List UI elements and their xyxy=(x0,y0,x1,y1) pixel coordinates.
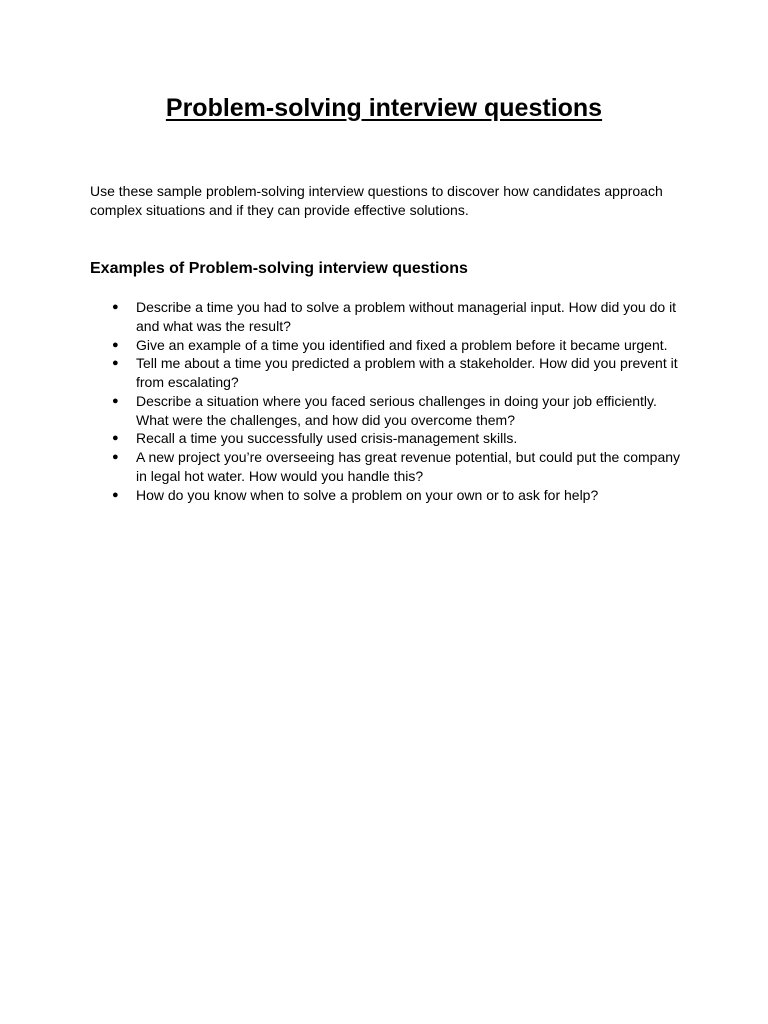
question-text: A new project you’re overseeing has great revenue potential, but could put the company in legal hot water. How would you handle this? xyxy=(136,449,681,484)
question-list xyxy=(90,298,680,504)
list-item xyxy=(90,336,680,355)
list-item xyxy=(90,298,680,336)
bullet-icon: ● xyxy=(112,488,119,501)
question-text: Give an example of a time you identified and fixed a problem before it became urgent. xyxy=(136,336,668,353)
page-title: Problem-solving interview questions xyxy=(165,94,603,122)
bullet-icon: ● xyxy=(112,301,119,313)
list-item xyxy=(90,448,680,486)
bullet-icon: ● xyxy=(112,357,119,370)
list-item xyxy=(90,486,680,505)
bullet-icon: ● xyxy=(112,338,119,351)
section-heading: Examples of Problem-solving interview questions xyxy=(90,260,468,277)
list-item xyxy=(90,392,680,430)
question-text: Describe a time you had to solve a problem without managerial input. How did you do it and what was the result? xyxy=(136,299,677,334)
question-text: Recall a time you successfully used crisis-management skills. xyxy=(136,430,518,447)
list-item xyxy=(90,354,680,392)
list-item xyxy=(90,429,680,448)
question-text: How do you know when to solve a problem on your own or to ask for help? xyxy=(136,486,599,503)
intro-paragraph: Use these sample problem-solving interview questions to discover how candidates approach complex situations and if they can provide effective solutions. xyxy=(90,183,663,218)
bullet-icon: ● xyxy=(112,432,119,445)
bullet-icon: ● xyxy=(112,394,119,407)
question-text: Describe a situation where you faced serious challenges in doing your job efficiently. What were the challenges, and how did you overcome them? xyxy=(136,392,657,428)
question-text: Tell me about a time you predicted a problem with a stakeholder. How did you prevent it from escalating? xyxy=(136,355,678,390)
bullet-icon: ● xyxy=(112,451,119,463)
